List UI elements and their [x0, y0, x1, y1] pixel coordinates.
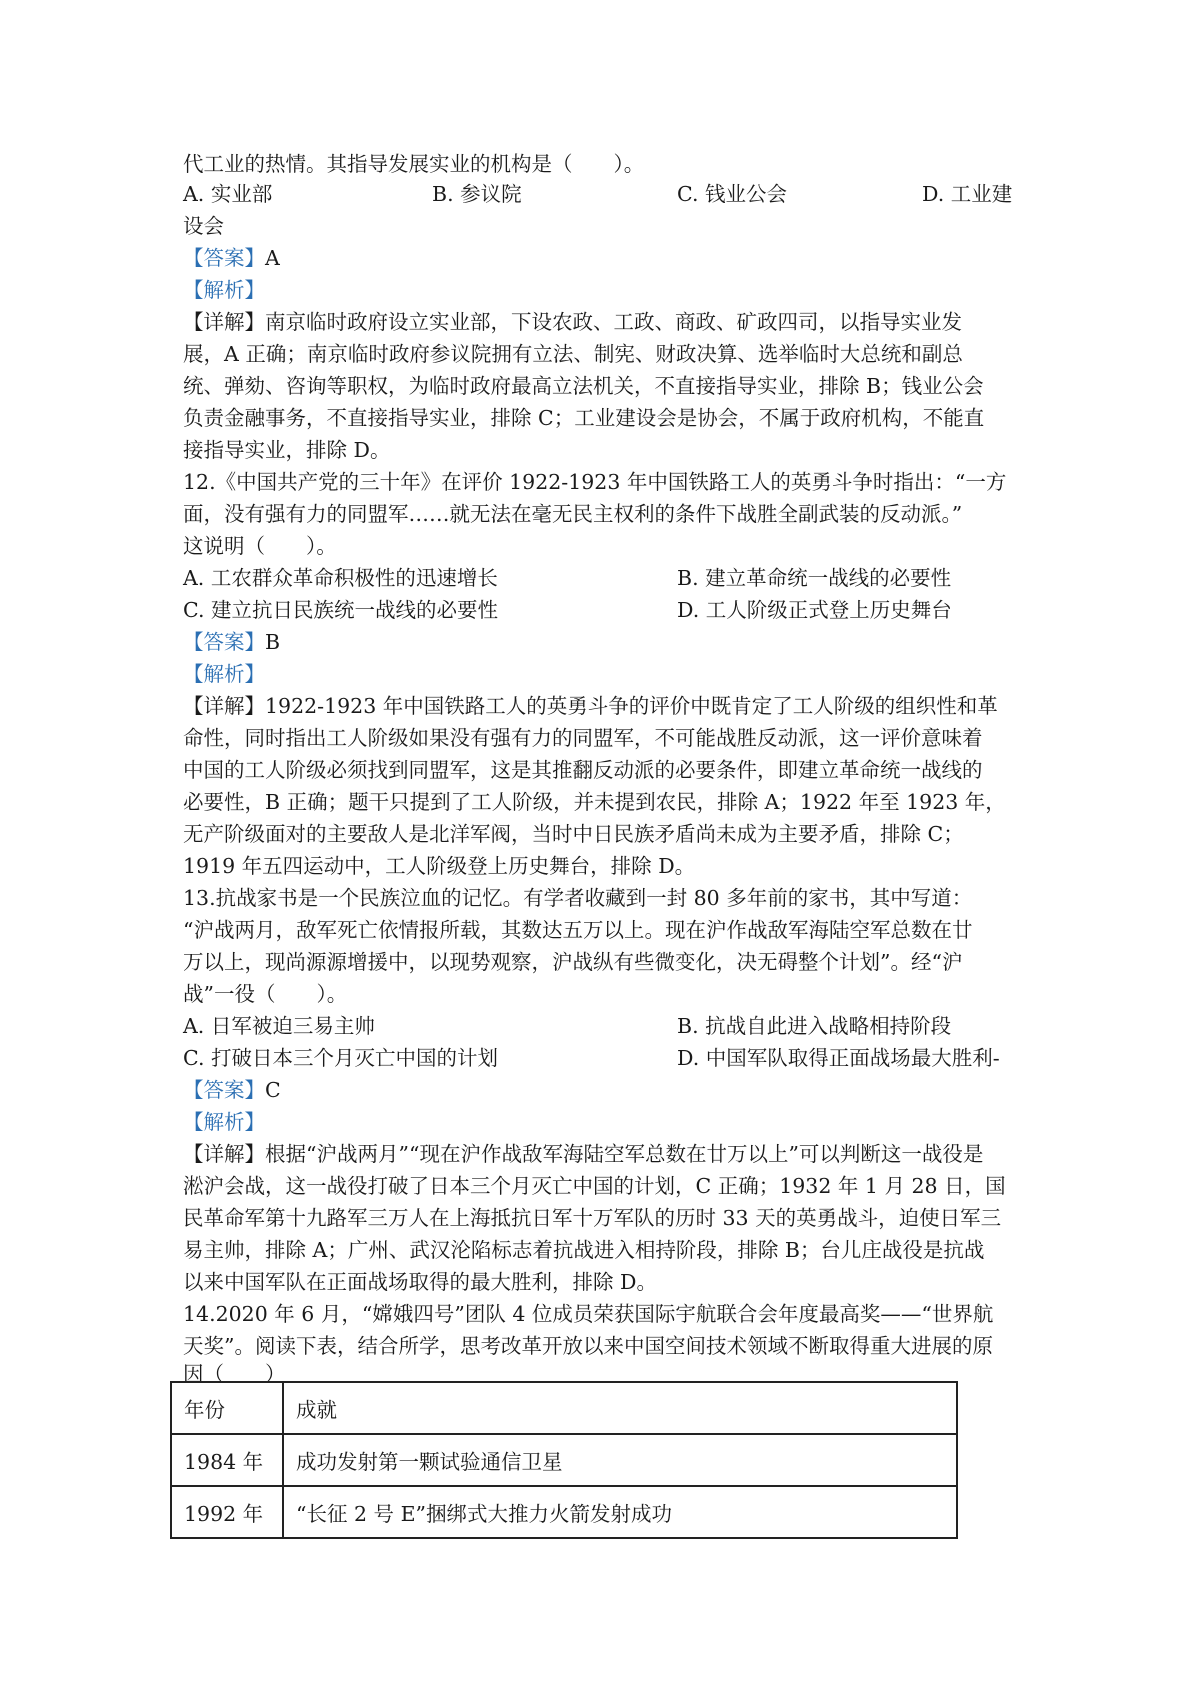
- q13-stem-line: 13.抗战家书是一个民族泣血的记忆。有学者收藏到一封 80 多年前的家书，其中写道：: [183, 886, 973, 910]
- q11-detail-line: [183, 306, 1043, 338]
- q12-stem-line: 这说明（ ）。: [183, 534, 337, 558]
- q12-option-c: C. 建立抗日民族统一战线的必要性: [183, 598, 498, 622]
- q11-option-b: B. 参议院: [432, 182, 522, 206]
- detail-tag: 【详解】: [183, 694, 265, 718]
- table-row: [171, 1486, 957, 1538]
- q11-detail-line: 展，A 正确；南京临时政府参议院拥有立法、制宪、财政决算、选举临时大总统和副总: [183, 342, 963, 366]
- q12-stem-line: 面，没有强有力的同盟军……就无法在毫无民主权利的条件下战胜全副武装的反动派。”: [183, 502, 963, 526]
- q14-stem-line: 因（ ）: [183, 1362, 286, 1386]
- q13-option-b: B. 抗战自此进入战略相持阶段: [677, 1014, 952, 1038]
- q12-answer: B: [265, 630, 281, 654]
- q14-stem-line: 天奖”。阅读下表，结合所学，思考改革开放以来中国空间技术领域不断取得重大进展的原: [183, 1334, 993, 1358]
- q11-option-c: C. 钱业公会: [677, 182, 787, 206]
- q13-answer-line: [183, 1074, 1043, 1106]
- table-header-row: [171, 1382, 957, 1434]
- q11-option-d-wrap: 设会: [183, 214, 224, 238]
- q11-stem-line: 代工业的热情。其指导发展实业的机构是（ ）。: [183, 152, 645, 176]
- table-cell-year: 1984 年: [171, 1434, 283, 1486]
- q11-analysis-tag: [183, 274, 1043, 306]
- q13-detail-line: 以来中国军队在正面战场取得的最大胜利，排除 D。: [183, 1270, 657, 1294]
- q13-detail-line: 淞沪会战，这一战役打破了日本三个月灭亡中国的计划，C 正确；1932 年 1 月 28 日，国: [183, 1174, 1006, 1198]
- q11-answer-line: [183, 242, 1043, 274]
- q12-option-b: B. 建立革命统一战线的必要性: [677, 566, 952, 590]
- q13-detail-line: [183, 1138, 1043, 1170]
- q12-option-d: D. 工人阶级正式登上历史舞台: [677, 598, 952, 622]
- q14-stem-line: 14.2020 年 6 月，“嫦娥四号”团队 4 位成员荣获国际宇航联合会年度最高奖——“世界航: [183, 1302, 994, 1326]
- answer-tag: 【答案】: [183, 1078, 265, 1102]
- table-header-cell: 成就: [283, 1382, 957, 1434]
- q12-detail-line: 中国的工人阶级必须找到同盟军，这是其推翻反动派的必要条件，即建立革命统一战线的: [183, 758, 983, 782]
- q12-analysis-tag: [183, 658, 1043, 690]
- answer-tag: 【答案】: [183, 246, 265, 270]
- q11-detail-line: 统、弹劾、咨询等职权，为临时政府最高立法机关，不直接指导实业，排除 B；钱业公会: [183, 374, 984, 398]
- detail-tag: 【详解】: [183, 310, 265, 334]
- q13-stem-line: 战”一役（ ）。: [183, 982, 348, 1006]
- q13-analysis-tag: [183, 1106, 1043, 1138]
- analysis-tag: 【解析】: [183, 1110, 265, 1134]
- q12-stem-line: 12.《中国共产党的三十年》在评价 1922-1923 年中国铁路工人的英勇斗争时指出：“一方: [183, 470, 1007, 494]
- q13-detail-line: 民革命军第十九路军三万人在上海抵抗日军十万军队的历时 33 天的英勇战斗，迫使日军三: [183, 1206, 1002, 1230]
- q11-detail-text: 南京临时政府设立实业部，下设农政、工政、商政、矿政四司，以指导实业发: [265, 310, 962, 334]
- q13-answer: C: [265, 1078, 281, 1102]
- answer-tag: 【答案】: [183, 630, 265, 654]
- analysis-tag: 【解析】: [183, 662, 265, 686]
- q12-option-a: A. 工农群众革命积极性的迅速增长: [183, 566, 498, 590]
- table-cell-achievement: 成功发射第一颗试验通信卫星: [283, 1434, 957, 1486]
- table-header-cell: 年份: [171, 1382, 283, 1434]
- q12-answer-line: [183, 626, 1043, 658]
- q13-option-c: C. 打破日本三个月灭亡中国的计划: [183, 1046, 498, 1070]
- q13-detail-text: 根据“沪战两月”“现在沪作战敌军海陆空军总数在廿万以上”可以判断这一战役是: [265, 1142, 984, 1166]
- q11-detail-line: 负责金融事务，不直接指导实业，排除 C；工业建设会是协会，不属于政府机构，不能直: [183, 406, 985, 430]
- achievements-table: [170, 1381, 958, 1539]
- q12-detail-line: 命性，同时指出工人阶级如果没有强有力的同盟军，不可能战胜反动派，这一评价意味着: [183, 726, 983, 750]
- q11-option-d: D. 工业建: [922, 182, 1013, 206]
- table-cell-year: 1992 年: [171, 1486, 283, 1538]
- analysis-tag: 【解析】: [183, 278, 265, 302]
- q13-option-a: A. 日军被迫三易主帅: [183, 1014, 375, 1038]
- q11-answer: A: [265, 246, 280, 270]
- q12-detail-line: 必要性，B 正确；题干只提到了工人阶级，并未提到农民，排除 A；1922 年至 1923 年，: [183, 790, 1006, 814]
- q13-stem-line: “沪战两月，敌军死亡依情报所载，其数达五万以上。现在沪作战敌军海陆空军总数在廿: [183, 918, 973, 942]
- q13-detail-line: 易主帅，排除 A；广州、武汉沦陷标志着抗战进入相持阶段，排除 B；台儿庄战役是抗战: [183, 1238, 985, 1262]
- detail-tag: 【详解】: [183, 1142, 265, 1166]
- q12-detail-line: 无产阶级面对的主要敌人是北洋军阀，当时中日民族矛盾尚未成为主要矛盾，排除 C；: [183, 822, 964, 846]
- q12-detail-text: 1922-1923 年中国铁路工人的英勇斗争的评价中既肯定了工人阶级的组织性和革: [265, 694, 998, 718]
- q12-detail-line: [183, 690, 1043, 722]
- q11-option-a: A. 实业部: [183, 182, 273, 206]
- q13-option-d: D. 中国军队取得正面战场最大胜利-: [677, 1046, 1000, 1070]
- table-row: [171, 1434, 957, 1486]
- q11-detail-line: 接指导实业，排除 D。: [183, 438, 391, 462]
- q13-stem-line: 万以上，现尚源源增援中，以现势观察，沪战纵有些微变化，决无碍整个计划”。经“沪: [183, 950, 963, 974]
- q12-detail-line: 1919 年五四运动中，工人阶级登上历史舞台，排除 D。: [183, 854, 696, 878]
- table-cell-achievement: “长征 2 号 E”捆绑式大推力火箭发射成功: [283, 1486, 957, 1538]
